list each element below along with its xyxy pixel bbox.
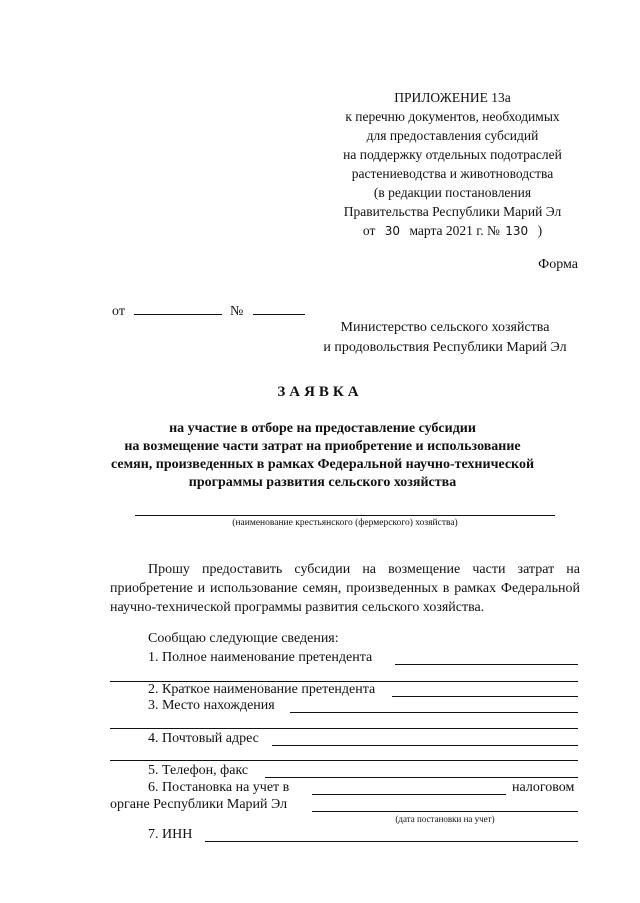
page-title: ЗАЯВКА	[277, 384, 363, 400]
subtitle-line-2: на возмещение части затрат на приобретение и использование	[124, 439, 521, 454]
ministry-addressee	[300, 318, 590, 358]
field-location-label: 3. Место нахождения	[148, 698, 275, 713]
annex-line-7: Правительства Республики Марий Эл	[343, 204, 562, 219]
farm-name-field[interactable]	[135, 515, 555, 516]
field-short-name-input[interactable]	[392, 696, 578, 697]
info-intro: Сообщаю следующие сведения:	[148, 631, 339, 646]
field-tax-date-input[interactable]	[312, 811, 578, 812]
number-label: №	[229, 304, 244, 319]
ministry-line-2: и продовольствия Республики Марий Эл	[323, 340, 567, 355]
ot-label: от	[112, 304, 125, 319]
ministry-line-1: Министерство сельского хозяйства	[340, 320, 550, 335]
field-full-name-label: 1. Полное наименование претендента	[148, 650, 373, 665]
field-phone-label: 5. Телефон, факс	[148, 763, 249, 778]
annex-date-number: 130	[505, 224, 529, 238]
annex-line-6: (в редакции постановления	[373, 185, 532, 200]
field-tax-authority-input[interactable]	[312, 794, 506, 795]
field-tax-reg-label-b: налоговом	[512, 780, 575, 795]
field-postal-label: 4. Почтовый адрес	[148, 731, 259, 746]
annex-date-month-year: марта 2021 г. №	[409, 223, 500, 238]
forma-label: Форма	[538, 257, 578, 272]
annex-block	[330, 88, 575, 241]
field-short-name-label: 2. Краткое наименование претендента	[148, 682, 376, 697]
annex-line-1: ПРИЛОЖЕНИЕ 13а	[394, 90, 511, 105]
annex-date-line	[330, 221, 575, 241]
field-postal-input-cont[interactable]	[110, 760, 578, 761]
field-phone-input[interactable]	[265, 777, 578, 778]
annex-line-5: растениеводства и животноводства	[351, 166, 554, 181]
tax-date-caption: (дата постановки на учет)	[395, 814, 495, 824]
annex-line-2: к перечню документов, необходимых	[345, 109, 560, 124]
field-location-input[interactable]	[290, 712, 578, 713]
annex-line-4: на поддержку отдельных подотраслей	[343, 147, 562, 162]
subtitle-line-3: семян, произведенных в рамках Федеральной научно-технической	[110, 457, 535, 472]
annex-line-3: для предоставления субсидий	[366, 128, 539, 143]
request-paragraph: Прошу предоставить субсидии на возмещение части затрат на приобретение и использование семян, произведенных в рамках Федеральной научно-технической программы развития сельского хозяйства.	[110, 562, 580, 615]
date-blank-field[interactable]	[134, 304, 222, 315]
field-inn-input[interactable]	[205, 841, 578, 842]
field-postal-input[interactable]	[272, 745, 578, 746]
subtitle-line-1: на участие в отборе на предоставление субсидии	[169, 421, 476, 436]
number-blank-field[interactable]	[253, 304, 305, 315]
field-location-input-cont[interactable]	[110, 728, 578, 729]
annex-date-close: )	[537, 223, 543, 238]
annex-date-prefix: от	[362, 223, 376, 238]
date-number-line	[112, 304, 305, 320]
field-full-name-input[interactable]	[395, 664, 578, 665]
field-inn-label: 7. ИНН	[148, 827, 193, 842]
field-tax-reg-label: 6. Постановка на учет в	[148, 780, 290, 795]
farm-name-caption: (наименование крестьянского (фермерского) хозяйства)	[232, 518, 458, 528]
field-tax-reg-label-c: органе Республики Марий Эл	[110, 797, 288, 812]
application-subtitle	[100, 420, 545, 492]
subtitle-line-4: программы развития сельского хозяйства	[188, 475, 457, 490]
annex-date-day: 30	[384, 224, 401, 238]
